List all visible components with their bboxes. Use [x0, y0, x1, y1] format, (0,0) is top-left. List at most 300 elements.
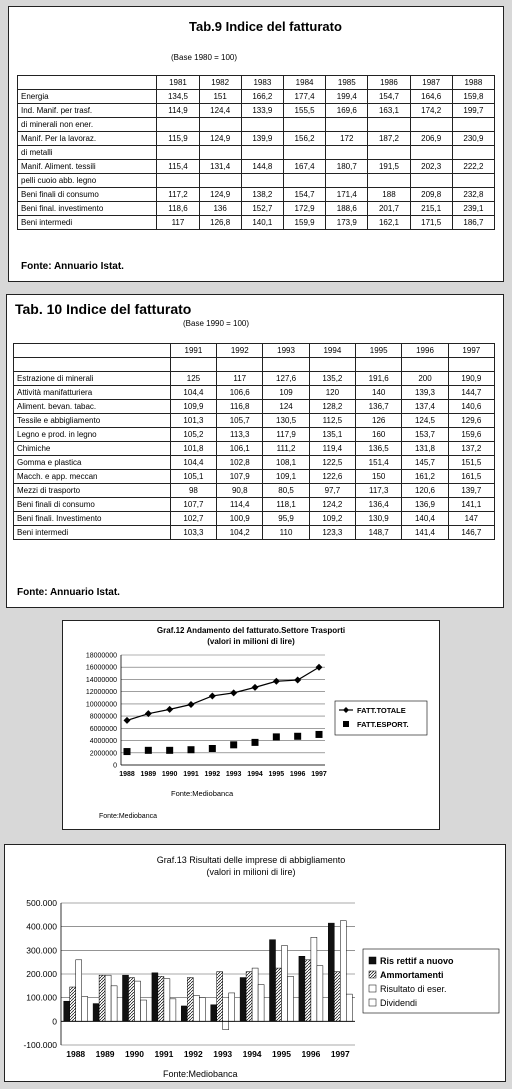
table-cell	[241, 146, 283, 160]
table-cell: 139,3	[402, 386, 448, 400]
legend-swatch	[369, 957, 376, 964]
legend-label: Ris rettif a nuovo	[380, 956, 454, 966]
table-row	[14, 512, 495, 526]
table-cell: 163,1	[368, 104, 410, 118]
table-cell: 124,5	[402, 414, 448, 428]
x-tick-label: 1989	[140, 771, 157, 778]
table-cell: 186,7	[452, 216, 494, 230]
x-tick-label: 1991	[183, 771, 199, 778]
row-label: Beni finali di consumo	[14, 498, 171, 512]
table-cell: 151	[199, 90, 241, 104]
graf12-panel	[62, 620, 440, 830]
table-cell: 159,9	[283, 216, 325, 230]
legend-label: Ammortamenti	[380, 970, 444, 980]
year-header: 1985	[326, 76, 368, 90]
bar-dividendi	[258, 985, 264, 1022]
table-cell: 239,1	[452, 202, 494, 216]
table-row	[14, 526, 495, 540]
table-cell: 100,9	[217, 512, 263, 526]
table-cell: 190,9	[448, 372, 494, 386]
legend-swatch	[369, 971, 376, 978]
table-cell: 215,1	[410, 202, 452, 216]
table-cell: 140	[356, 386, 402, 400]
table-cell	[368, 146, 410, 160]
bar-dividendi	[111, 986, 117, 1022]
year-header: 1984	[283, 76, 325, 90]
tab9-source: Fonte: Annuario Istat.	[21, 261, 124, 272]
table-cell: 80,5	[263, 484, 309, 498]
data-point-fatt-esport	[166, 747, 173, 754]
table-cell	[170, 358, 216, 372]
table-cell: 140,4	[402, 512, 448, 526]
year-header: 1986	[368, 76, 410, 90]
table-cell: 111,2	[263, 442, 309, 456]
table-cell: 136,4	[356, 498, 402, 512]
table-cell: 118,6	[157, 202, 199, 216]
table-row	[14, 372, 495, 386]
year-header: 1982	[199, 76, 241, 90]
row-label: di minerali non ener.	[18, 118, 157, 132]
table-cell: 138,2	[241, 188, 283, 202]
table-cell: 230,9	[452, 132, 494, 146]
row-label: Tessile e abbigliamento	[14, 414, 171, 428]
y-tick-label: 300.000	[26, 945, 57, 956]
table-cell: 200	[402, 372, 448, 386]
data-point-fatt-totale	[294, 677, 301, 684]
y-tick-label: 2000000	[89, 750, 117, 758]
table-cell: 144,8	[241, 160, 283, 174]
table-row	[18, 132, 495, 146]
table-cell	[356, 358, 402, 372]
table-cell: 113,3	[217, 428, 263, 442]
year-header: 1996	[402, 344, 448, 358]
table-row	[14, 442, 495, 456]
table-row	[18, 146, 495, 160]
table-cell	[241, 118, 283, 132]
bar-risultato-di-eser-	[282, 946, 288, 1022]
table-cell: 101,8	[170, 442, 216, 456]
bar-dividendi	[229, 993, 235, 1021]
row-label: Mezzi di trasporto	[14, 484, 171, 498]
legend-marker-fatt-esport	[343, 721, 349, 727]
table-row	[18, 118, 495, 132]
chart-source: Fonte:Mediobanca	[163, 1069, 238, 1079]
table-cell	[199, 146, 241, 160]
y-tick-label: 18000000	[85, 652, 117, 660]
table-cell: 129,6	[448, 414, 494, 428]
table-cell: 191,5	[368, 160, 410, 174]
row-label: Beni finali di consumo	[18, 188, 157, 202]
table-cell: 130,9	[356, 512, 402, 526]
series-line-fatt-totale	[127, 667, 319, 720]
bar-risultato-di-eser-	[193, 995, 199, 1021]
data-point-fatt-esport	[145, 747, 152, 754]
table-cell: 119,4	[309, 442, 355, 456]
data-point-fatt-totale	[124, 717, 131, 724]
graf12-chart	[63, 621, 439, 829]
table-cell: 206,9	[410, 132, 452, 146]
bar-ris-rettif-a-nuovo	[270, 940, 276, 1022]
table-cell: 101,3	[170, 414, 216, 428]
table-cell: 151,4	[356, 456, 402, 470]
table-row	[18, 104, 495, 118]
table-cell: 134,5	[157, 90, 199, 104]
table-cell: 151,5	[448, 456, 494, 470]
table-cell	[199, 118, 241, 132]
legend-label: Risultato di eser.	[380, 984, 447, 994]
table-cell: 124,2	[309, 498, 355, 512]
table-cell: 136,7	[356, 400, 402, 414]
table-cell: 106,6	[217, 386, 263, 400]
x-tick-label: 1988	[66, 1049, 86, 1059]
y-tick-label: 500.000	[26, 898, 57, 908]
legend-swatch	[369, 985, 376, 992]
chart-legend	[363, 949, 499, 1013]
table-cell: 201,7	[368, 202, 410, 216]
table-cell	[402, 358, 448, 372]
table-cell: 171,5	[410, 216, 452, 230]
y-tick-label: 16000000	[85, 664, 117, 672]
data-point-fatt-totale	[252, 684, 259, 691]
table-row	[18, 202, 495, 216]
table-cell: 173,9	[326, 216, 368, 230]
bar-ammortamenti	[246, 972, 252, 1022]
chart-subtitle: (valori in milioni di lire)	[207, 637, 295, 646]
table-cell: 152,7	[241, 202, 283, 216]
table-cell: 136,9	[402, 498, 448, 512]
table-cell: 161,5	[448, 470, 494, 484]
year-header: 1992	[217, 344, 263, 358]
table-cell: 139,7	[448, 484, 494, 498]
graf13-chart	[5, 845, 505, 1081]
bar-ris-rettif-a-nuovo	[64, 1001, 70, 1021]
year-header: 1983	[241, 76, 283, 90]
year-header: 1995	[356, 344, 402, 358]
table-cell: 103,3	[170, 526, 216, 540]
table-cell: 209,8	[410, 188, 452, 202]
table-cell: 140,6	[448, 400, 494, 414]
table-cell	[283, 174, 325, 188]
data-point-fatt-esport	[273, 733, 280, 740]
table-cell: 122,5	[309, 456, 355, 470]
table-cell: 109	[263, 386, 309, 400]
table-cell: 160	[356, 428, 402, 442]
bar-risultato-di-eser-	[340, 921, 346, 1022]
table-cell	[368, 118, 410, 132]
table-cell: 110	[263, 526, 309, 540]
table-row	[14, 400, 495, 414]
bar-dividendi	[317, 966, 323, 1022]
table-cell: 145,7	[402, 456, 448, 470]
table-cell: 187,2	[368, 132, 410, 146]
table-row	[14, 386, 495, 400]
row-label: Manif. Per la lavoraz.	[18, 132, 157, 146]
row-label: Legno e prod. in legno	[14, 428, 171, 442]
table-cell: 124	[263, 400, 309, 414]
tab10-subtitle: (Base 1990 = 100)	[183, 319, 250, 328]
table-cell: 124,9	[199, 188, 241, 202]
bar-risultato-di-eser-	[135, 981, 141, 1021]
table-cell: 123,3	[309, 526, 355, 540]
tab9-subtitle: (Base 1980 = 100)	[171, 53, 238, 62]
table-cell: 172,9	[283, 202, 325, 216]
table-cell: 147	[448, 512, 494, 526]
row-label: Beni intermedi	[18, 216, 157, 230]
table-row	[18, 216, 495, 230]
table-cell	[326, 146, 368, 160]
x-tick-label: 1993	[225, 771, 242, 778]
bar-ammortamenti	[158, 976, 164, 1021]
bar-dividendi	[170, 999, 176, 1021]
table-cell: 104,4	[170, 456, 216, 470]
table-cell: 107,9	[217, 470, 263, 484]
x-tick-label: 1997	[330, 1049, 350, 1059]
table-cell	[283, 118, 325, 132]
year-header: 1994	[309, 344, 355, 358]
bar-dividendi	[288, 976, 294, 1021]
table-cell	[410, 118, 452, 132]
tab10-panel	[6, 294, 504, 608]
table-cell	[368, 174, 410, 188]
table-cell	[263, 358, 309, 372]
table-cell: 137,2	[448, 442, 494, 456]
table-cell: 146,7	[448, 526, 494, 540]
table-cell	[241, 174, 283, 188]
chart-source: Fonte:Mediobanca	[171, 789, 234, 798]
table-cell: 171,4	[326, 188, 368, 202]
data-point-fatt-totale	[316, 664, 323, 671]
year-header: 1991	[170, 344, 216, 358]
year-header: 1987	[410, 76, 452, 90]
table-cell: 107,7	[170, 498, 216, 512]
chart-source-footnote: Fonte:Mediobanca	[99, 813, 157, 820]
y-tick-label: 100.000	[26, 992, 57, 1003]
table-row	[14, 470, 495, 484]
table-row	[14, 428, 495, 442]
bar-dividendi	[82, 996, 88, 1021]
legend-swatch	[369, 999, 376, 1006]
table-cell: 102,7	[170, 512, 216, 526]
table-cell: 131,4	[199, 160, 241, 174]
table-cell	[326, 118, 368, 132]
bar-risultato-di-eser-	[223, 1021, 229, 1029]
table-cell: 127,6	[263, 372, 309, 386]
data-point-fatt-esport	[252, 739, 259, 746]
table-cell	[410, 174, 452, 188]
bar-risultato-di-eser-	[311, 937, 317, 1021]
row-label: Manif. Aliment. tessili	[18, 160, 157, 174]
data-point-fatt-esport	[209, 745, 216, 752]
y-tick-label: 12000000	[85, 689, 117, 697]
table-cell: 124,4	[199, 104, 241, 118]
x-tick-label: 1997	[311, 771, 327, 778]
table-cell: 135,1	[309, 428, 355, 442]
bar-ris-rettif-a-nuovo	[240, 978, 246, 1022]
bar-dividendi	[199, 998, 205, 1022]
table-cell: 144,7	[448, 386, 494, 400]
x-tick-label: 1995	[272, 1049, 291, 1059]
legend-label: FATT.TOTALE	[357, 706, 406, 715]
table-row	[18, 90, 495, 104]
data-point-fatt-esport	[124, 748, 131, 755]
table-cell: 126	[356, 414, 402, 428]
table-cell: 128,2	[309, 400, 355, 414]
table-cell: 188,6	[326, 202, 368, 216]
table-cell	[199, 174, 241, 188]
row-label: pelli cuoio abb. legno	[18, 174, 157, 188]
table-cell: 188	[368, 188, 410, 202]
row-label: Energia	[18, 90, 157, 104]
table-cell: 109,9	[170, 400, 216, 414]
table-cell: 232,8	[452, 188, 494, 202]
bar-ris-rettif-a-nuovo	[181, 1006, 187, 1021]
table-cell: 130,5	[263, 414, 309, 428]
row-label: Beni finali. Investimento	[14, 512, 171, 526]
y-tick-label: -100.000	[23, 1040, 57, 1050]
table-cell: 114,4	[217, 498, 263, 512]
table-cell: 105,2	[170, 428, 216, 442]
table-cell: 169,6	[326, 104, 368, 118]
year-header: 1981	[157, 76, 199, 90]
bar-ammortamenti	[187, 978, 193, 1022]
data-point-fatt-esport	[316, 731, 323, 738]
y-tick-label: 4000000	[89, 738, 117, 746]
x-tick-label: 1996	[289, 771, 306, 778]
row-label: Macch. e app. meccan	[14, 470, 171, 484]
table-cell: 199,7	[452, 104, 494, 118]
table-cell: 133,9	[241, 104, 283, 118]
y-tick-label: 0	[52, 1016, 57, 1027]
table-cell: 105,1	[170, 470, 216, 484]
table-cell: 104,4	[170, 386, 216, 400]
table-cell: 139,9	[241, 132, 283, 146]
table-cell: 98	[170, 484, 216, 498]
chart-subtitle: (valori in milioni di lire)	[206, 867, 296, 877]
table-cell: 141,4	[402, 526, 448, 540]
table-cell: 136	[199, 202, 241, 216]
table-cell: 174,2	[410, 104, 452, 118]
row-label: Chimiche	[14, 442, 171, 456]
row-label: Aliment. bevan. tabac.	[14, 400, 171, 414]
y-tick-label: 14000000	[85, 676, 117, 684]
table-cell: 122,6	[309, 470, 355, 484]
table-cell: 137,4	[402, 400, 448, 414]
table-cell	[157, 146, 199, 160]
table-cell: 104,2	[217, 526, 263, 540]
year-header: 1993	[263, 344, 309, 358]
data-point-fatt-esport	[188, 746, 195, 753]
table-cell: 155,5	[283, 104, 325, 118]
bar-ammortamenti	[276, 968, 282, 1021]
table-cell	[410, 146, 452, 160]
table-cell: 166,2	[241, 90, 283, 104]
data-point-fatt-totale	[188, 701, 195, 708]
data-point-fatt-totale	[209, 692, 216, 699]
year-header: 1997	[448, 344, 494, 358]
row-label: Beni intermedi	[14, 526, 171, 540]
y-tick-label: 10000000	[85, 701, 117, 709]
table-cell: 202,3	[410, 160, 452, 174]
row-label: Ind. Manif. per trasf.	[18, 104, 157, 118]
table-row	[14, 414, 495, 428]
data-point-fatt-totale	[273, 678, 280, 685]
table-cell: 97,7	[309, 484, 355, 498]
x-tick-label: 1996	[301, 1049, 321, 1059]
table-cell: 159,6	[448, 428, 494, 442]
table-cell	[448, 358, 494, 372]
table-row	[14, 498, 495, 512]
table-cell: 148,7	[356, 526, 402, 540]
table-cell	[217, 358, 263, 372]
chart-title: Graf.13 Risultati delle imprese di abbigliamento	[156, 855, 346, 865]
data-point-fatt-totale	[166, 706, 173, 713]
table-cell: 120	[309, 386, 355, 400]
tab10-source: Fonte: Annuario Istat.	[17, 587, 120, 598]
bar-ris-rettif-a-nuovo	[123, 975, 129, 1021]
table-row	[18, 188, 495, 202]
table-cell	[326, 174, 368, 188]
bar-risultato-di-eser-	[76, 960, 82, 1022]
x-tick-label: 1988	[119, 771, 135, 778]
table-cell: 199,4	[326, 90, 368, 104]
table-cell: 154,7	[283, 188, 325, 202]
table-row	[14, 456, 495, 470]
bar-risultato-di-eser-	[252, 968, 258, 1021]
tab9-table	[17, 75, 495, 230]
table-cell	[283, 146, 325, 160]
table-row	[14, 484, 495, 498]
data-point-fatt-esport	[230, 741, 237, 748]
legend-label: Dividendi	[380, 998, 418, 1008]
table-cell: 117	[157, 216, 199, 230]
table-cell: 164,6	[410, 90, 452, 104]
bar-ammortamenti	[305, 960, 311, 1022]
data-point-fatt-totale	[230, 689, 237, 696]
table-cell: 124,9	[199, 132, 241, 146]
table-cell: 222,2	[452, 160, 494, 174]
tab9-title: Tab.9 Indice del fatturato	[189, 19, 342, 34]
y-tick-label: 8000000	[89, 713, 117, 721]
row-label: Gomma e plastica	[14, 456, 171, 470]
table-cell: 177,4	[283, 90, 325, 104]
bar-ris-rettif-a-nuovo	[328, 923, 334, 1021]
y-tick-label: 0	[113, 762, 117, 770]
bar-ammortamenti	[70, 987, 76, 1021]
x-tick-label: 1990	[125, 1049, 144, 1059]
table-cell	[452, 174, 494, 188]
x-tick-label: 1993	[213, 1049, 233, 1059]
table-cell: 117,3	[356, 484, 402, 498]
bar-ris-rettif-a-nuovo	[152, 973, 158, 1022]
table-row	[14, 358, 495, 372]
bar-risultato-di-eser-	[105, 975, 111, 1021]
row-label: Estrazione di minerali	[14, 372, 171, 386]
bar-ris-rettif-a-nuovo	[211, 1005, 217, 1022]
table-row	[18, 174, 495, 188]
x-tick-label: 1992	[183, 1049, 203, 1059]
table-cell: 167,4	[283, 160, 325, 174]
table-cell: 112,5	[309, 414, 355, 428]
table-cell: 106,1	[217, 442, 263, 456]
table-cell: 105,7	[217, 414, 263, 428]
table-cell: 154,7	[368, 90, 410, 104]
x-tick-label: 1990	[161, 771, 178, 778]
table-cell: 135,2	[309, 372, 355, 386]
table-cell: 118,1	[263, 498, 309, 512]
chart-legend	[335, 701, 427, 735]
graf13-panel	[4, 844, 506, 1082]
table-cell: 191,6	[356, 372, 402, 386]
